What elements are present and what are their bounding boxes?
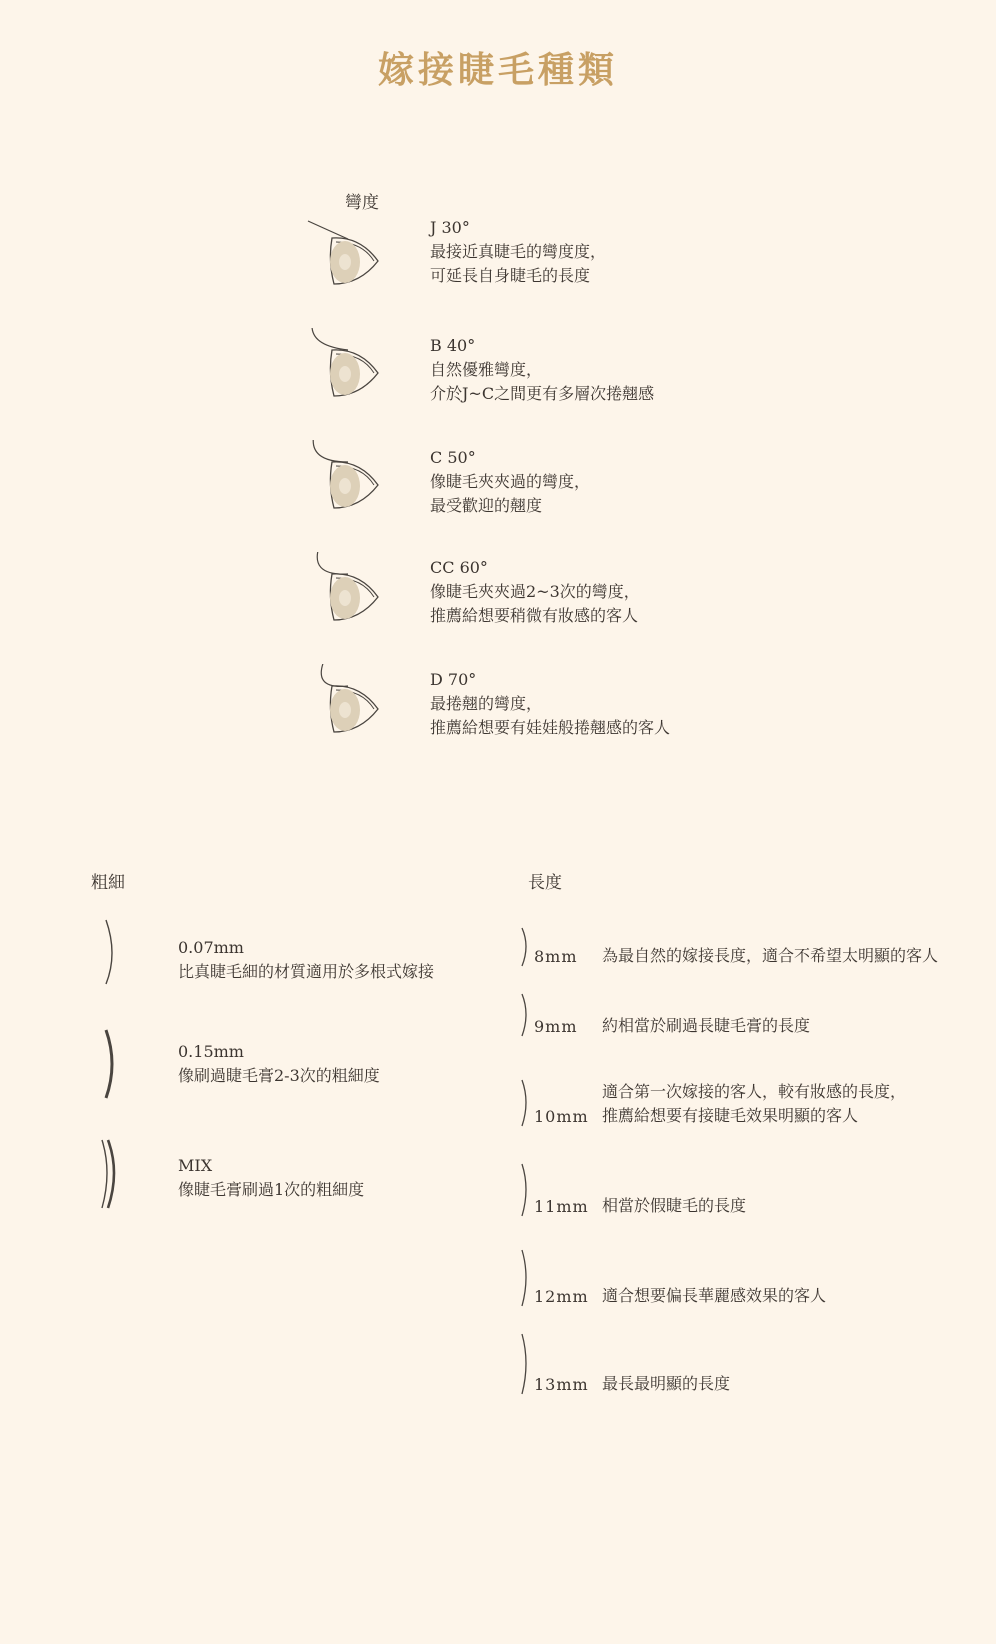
lash-thin-icon (100, 918, 130, 998)
length-desc-line: 適合第一次嫁接的客人，較有妝感的長度， (602, 1082, 907, 1101)
curl-desc-line: 可延長自身睫毛的長度 (430, 266, 591, 285)
curl-item (280, 664, 740, 764)
curl-desc-line: 自然優雅彎度， (430, 360, 543, 379)
thickness-desc: 像刷過睫毛膏2-3次的粗細度 (178, 1066, 380, 1085)
length-item (518, 1326, 988, 1396)
curl-name: D 70° (430, 670, 477, 689)
length-size: 12mm (534, 1287, 589, 1306)
thickness-name: MIX (178, 1156, 213, 1175)
length-desc-line: 相當於假睫毛的長度 (602, 1196, 747, 1215)
curl-desc-line: 推薦給想要有娃娃般捲翹感的客人 (430, 718, 671, 737)
length-item (518, 1148, 988, 1218)
length-size: 10mm (534, 1107, 589, 1126)
thickness-item (100, 1028, 500, 1108)
thickness-desc: 像睫毛膏刷過1次的粗細度 (178, 1180, 365, 1199)
length-section-label: 長度 (528, 873, 562, 893)
length-item (518, 968, 988, 1038)
eye-c-icon (290, 440, 400, 530)
thickness-item (100, 1138, 500, 1218)
curl-desc-line: 介於J~C之間更有多層次捲翹感 (430, 384, 655, 403)
curl-name: B 40° (430, 336, 476, 355)
thickness-desc: 比真睫毛細的材質適用於多根式嫁接 (178, 962, 435, 981)
length-desc-line: 適合想要偏長華麗感效果的客人 (602, 1286, 827, 1305)
curl-desc-line: 推薦給想要稍微有妝感的客人 (430, 606, 639, 625)
length-size: 11mm (534, 1197, 589, 1216)
thickness-name: 0.15mm (178, 1042, 244, 1061)
length-item (518, 1058, 988, 1128)
curl-desc-line: 像睫毛夾夾過的彎度， (430, 472, 591, 491)
length-desc-line: 約相當於刷過長睫毛膏的長度 (602, 1016, 811, 1035)
length-desc-line: 為最自然的嫁接長度，適合不希望太明顯的客人 (602, 946, 939, 965)
eye-cc-icon (290, 552, 400, 642)
length-size: 13mm (534, 1375, 589, 1394)
lash-mix-icon (100, 1138, 130, 1218)
curl-item (280, 328, 740, 428)
lash-13mm-icon (518, 1332, 534, 1396)
curl-desc-line: 像睫毛夾夾過2~3次的彎度， (430, 582, 640, 601)
curl-item (280, 440, 740, 540)
lash-11mm-icon (518, 1162, 534, 1218)
curl-desc-line: 最接近真睫毛的彎度度， (430, 242, 607, 261)
curl-name: CC 60° (430, 558, 488, 577)
lash-thick-icon (100, 1028, 130, 1108)
length-size: 9mm (534, 1017, 578, 1036)
curl-item (280, 216, 740, 316)
eye-b-icon (290, 328, 400, 418)
curl-name: J 30° (430, 218, 470, 237)
length-item (518, 1238, 988, 1308)
length-item (518, 898, 988, 968)
thickness-item (100, 918, 500, 998)
page-title: 嫁接睫毛種類 (377, 49, 618, 91)
lash-12mm-icon (518, 1248, 534, 1308)
curl-item (280, 552, 740, 652)
thickness-name: 0.07mm (178, 938, 244, 957)
length-size: 8mm (534, 947, 578, 966)
curl-section-label: 彎度 (345, 193, 379, 213)
eye-j-icon (290, 216, 400, 306)
length-desc-line: 推薦給想要有接睫毛效果明顯的客人 (602, 1106, 859, 1125)
lash-10mm-icon (518, 1078, 534, 1128)
length-desc-line: 最長最明顯的長度 (602, 1374, 731, 1393)
curl-name: C 50° (430, 448, 476, 467)
curl-desc-line: 最捲翹的彎度， (430, 694, 543, 713)
thickness-section-label: 粗細 (91, 873, 125, 893)
lash-9mm-icon (518, 992, 534, 1038)
curl-desc-line: 最受歡迎的翹度 (430, 496, 543, 515)
eye-d-icon (290, 664, 400, 754)
lash-8mm-icon (518, 926, 534, 968)
